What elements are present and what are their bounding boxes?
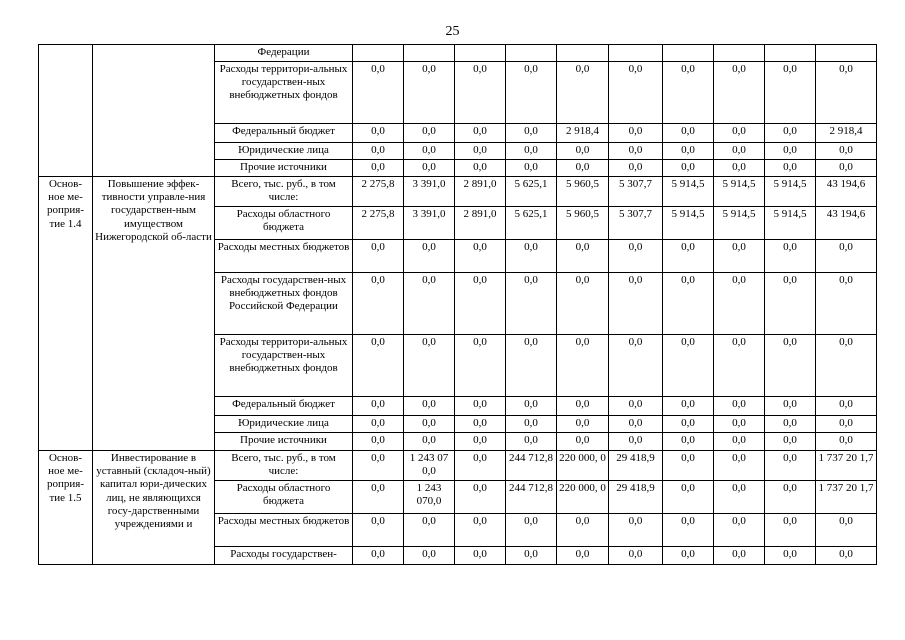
value-cell: 0,0 bbox=[557, 433, 609, 451]
value-cell: 0,0 bbox=[557, 547, 609, 565]
value-cell: 0,0 bbox=[765, 481, 816, 514]
value-cell: 0,0 bbox=[816, 547, 877, 565]
value-cell: 0,0 bbox=[557, 514, 609, 547]
value-cell: 0,0 bbox=[557, 143, 609, 160]
value-cell: 0,0 bbox=[557, 397, 609, 416]
value-cell: 2 918,4 bbox=[816, 124, 877, 143]
funding-source-cell: Расходы местных бюджетов bbox=[215, 240, 353, 273]
value-cell: 0,0 bbox=[506, 433, 557, 451]
value-cell: 0,0 bbox=[663, 514, 714, 547]
value-cell: 0,0 bbox=[663, 481, 714, 514]
value-cell: 0,0 bbox=[506, 62, 557, 124]
value-cell: 0,0 bbox=[816, 143, 877, 160]
funding-source-cell: Расходы областного бюджета bbox=[215, 481, 353, 514]
funding-source-cell: Федеральный бюджет bbox=[215, 124, 353, 143]
value-cell: 0,0 bbox=[455, 433, 506, 451]
value-cell: 244 712,8 bbox=[506, 451, 557, 481]
value-cell bbox=[404, 45, 455, 62]
page-number: 25 bbox=[445, 24, 460, 39]
funding-source-cell: Расходы местных бюджетов bbox=[215, 514, 353, 547]
value-cell bbox=[353, 45, 404, 62]
value-cell bbox=[714, 45, 765, 62]
event-name-cell: Инвестирование в уставный (складоч-ный) капитал юри-дических лиц, не являющихся госу-дарственными учреждениями и bbox=[93, 451, 215, 565]
event-name-cell: Повышение эффек-тивности управле-ния государствен-ным имуществом Нижегородской об-ласти bbox=[93, 177, 215, 451]
funding-source-cell: Юридические лица bbox=[215, 143, 353, 160]
value-cell bbox=[609, 45, 663, 62]
value-cell: 0,0 bbox=[663, 160, 714, 177]
value-cell: 0,0 bbox=[816, 335, 877, 397]
value-cell: 0,0 bbox=[765, 273, 816, 335]
value-cell: 0,0 bbox=[506, 273, 557, 335]
value-cell: 1 243 070,0 bbox=[404, 481, 455, 514]
value-cell: 0,0 bbox=[455, 62, 506, 124]
value-cell: 0,0 bbox=[404, 143, 455, 160]
funding-source-cell: Расходы государствен-ных внебюджетных фондов Российской Федерации bbox=[215, 273, 353, 335]
value-cell: 3 391,0 bbox=[404, 177, 455, 207]
value-cell: 0,0 bbox=[404, 433, 455, 451]
value-cell: 0,0 bbox=[455, 416, 506, 433]
value-cell: 0,0 bbox=[404, 397, 455, 416]
value-cell: 0,0 bbox=[816, 240, 877, 273]
value-cell: 0,0 bbox=[557, 273, 609, 335]
value-cell: 0,0 bbox=[714, 124, 765, 143]
value-cell: 0,0 bbox=[557, 62, 609, 124]
value-cell: 0,0 bbox=[714, 481, 765, 514]
value-cell: 220 000, 0 bbox=[557, 481, 609, 514]
value-cell: 0,0 bbox=[765, 514, 816, 547]
value-cell: 0,0 bbox=[404, 416, 455, 433]
value-cell: 0,0 bbox=[353, 273, 404, 335]
value-cell bbox=[506, 45, 557, 62]
value-cell: 0,0 bbox=[353, 451, 404, 481]
value-cell: 2 891,0 bbox=[455, 177, 506, 207]
value-cell: 0,0 bbox=[765, 397, 816, 416]
value-cell: 0,0 bbox=[404, 62, 455, 124]
value-cell: 5 307,7 bbox=[609, 207, 663, 240]
value-cell bbox=[455, 45, 506, 62]
value-cell: 0,0 bbox=[609, 433, 663, 451]
funding-source-cell: Прочие источники bbox=[215, 160, 353, 177]
value-cell: 5 625,1 bbox=[506, 207, 557, 240]
value-cell: 1 737 20 1,7 bbox=[816, 451, 877, 481]
value-cell: 0,0 bbox=[353, 160, 404, 177]
value-cell: 0,0 bbox=[816, 433, 877, 451]
value-cell: 0,0 bbox=[816, 160, 877, 177]
event-cell bbox=[39, 45, 93, 177]
value-cell: 0,0 bbox=[714, 547, 765, 565]
value-cell bbox=[816, 45, 877, 62]
value-cell: 3 391,0 bbox=[404, 207, 455, 240]
value-cell: 0,0 bbox=[506, 124, 557, 143]
funding-source-cell: Расходы территори-альных государствен-ных внебюджетных фондов bbox=[215, 335, 353, 397]
value-cell: 0,0 bbox=[353, 62, 404, 124]
value-cell: 0,0 bbox=[714, 514, 765, 547]
value-cell: 0,0 bbox=[506, 143, 557, 160]
value-cell: 0,0 bbox=[353, 124, 404, 143]
value-cell: 0,0 bbox=[455, 451, 506, 481]
value-cell: 0,0 bbox=[765, 240, 816, 273]
value-cell: 0,0 bbox=[506, 335, 557, 397]
value-cell: 0,0 bbox=[663, 547, 714, 565]
value-cell: 0,0 bbox=[663, 62, 714, 124]
value-cell bbox=[663, 45, 714, 62]
value-cell: 0,0 bbox=[557, 160, 609, 177]
value-cell: 0,0 bbox=[404, 160, 455, 177]
table-row bbox=[39, 45, 877, 62]
event-cell: Основ-ное ме-роприя-тие 1.5 bbox=[39, 451, 93, 565]
value-cell: 0,0 bbox=[714, 273, 765, 335]
value-cell: 0,0 bbox=[714, 240, 765, 273]
value-cell: 220 000, 0 bbox=[557, 451, 609, 481]
value-cell: 0,0 bbox=[353, 143, 404, 160]
value-cell: 0,0 bbox=[609, 397, 663, 416]
value-cell bbox=[765, 45, 816, 62]
value-cell: 0,0 bbox=[663, 416, 714, 433]
value-cell: 0,0 bbox=[765, 451, 816, 481]
value-cell: 0,0 bbox=[609, 240, 663, 273]
funding-source-cell: Всего, тыс. руб., в том числе: bbox=[215, 177, 353, 207]
event-cell: Основ-ное ме-роприя-тие 1.4 bbox=[39, 177, 93, 451]
value-cell: 0,0 bbox=[353, 514, 404, 547]
funding-source-cell: Расходы государствен- bbox=[215, 547, 353, 565]
value-cell: 0,0 bbox=[663, 397, 714, 416]
value-cell: 0,0 bbox=[404, 273, 455, 335]
value-cell: 0,0 bbox=[765, 160, 816, 177]
value-cell: 0,0 bbox=[609, 62, 663, 124]
value-cell: 0,0 bbox=[816, 62, 877, 124]
value-cell: 0,0 bbox=[663, 273, 714, 335]
value-cell: 2 891,0 bbox=[455, 207, 506, 240]
value-cell: 1 243 07 0,0 bbox=[404, 451, 455, 481]
value-cell: 0,0 bbox=[506, 416, 557, 433]
value-cell: 2 275,8 bbox=[353, 207, 404, 240]
value-cell: 5 914,5 bbox=[765, 177, 816, 207]
value-cell: 0,0 bbox=[609, 160, 663, 177]
value-cell: 1 737 20 1,7 bbox=[816, 481, 877, 514]
value-cell: 0,0 bbox=[353, 240, 404, 273]
value-cell: 5 960,5 bbox=[557, 177, 609, 207]
value-cell: 0,0 bbox=[404, 514, 455, 547]
value-cell: 0,0 bbox=[506, 397, 557, 416]
value-cell: 29 418,9 bbox=[609, 451, 663, 481]
value-cell: 0,0 bbox=[506, 240, 557, 273]
value-cell: 0,0 bbox=[455, 481, 506, 514]
value-cell: 0,0 bbox=[609, 335, 663, 397]
value-cell: 0,0 bbox=[816, 273, 877, 335]
value-cell: 0,0 bbox=[663, 451, 714, 481]
value-cell: 0,0 bbox=[557, 240, 609, 273]
value-cell: 0,0 bbox=[765, 62, 816, 124]
value-cell: 0,0 bbox=[714, 62, 765, 124]
value-cell: 0,0 bbox=[455, 240, 506, 273]
value-cell: 0,0 bbox=[663, 433, 714, 451]
value-cell: 2 918,4 bbox=[557, 124, 609, 143]
value-cell: 5 960,5 bbox=[557, 207, 609, 240]
value-cell: 5 625,1 bbox=[506, 177, 557, 207]
value-cell: 5 914,5 bbox=[663, 177, 714, 207]
value-cell: 2 275,8 bbox=[353, 177, 404, 207]
value-cell: 0,0 bbox=[663, 240, 714, 273]
value-cell: 0,0 bbox=[353, 481, 404, 514]
value-cell: 0,0 bbox=[353, 547, 404, 565]
value-cell: 0,0 bbox=[609, 143, 663, 160]
value-cell: 43 194,6 bbox=[816, 177, 877, 207]
value-cell: 0,0 bbox=[663, 143, 714, 160]
funding-source-cell: Федерации bbox=[215, 45, 353, 62]
value-cell: 0,0 bbox=[404, 547, 455, 565]
value-cell: 0,0 bbox=[714, 433, 765, 451]
value-cell: 0,0 bbox=[714, 335, 765, 397]
value-cell: 0,0 bbox=[765, 416, 816, 433]
value-cell: 5 914,5 bbox=[714, 207, 765, 240]
value-cell: 0,0 bbox=[404, 124, 455, 143]
value-cell: 0,0 bbox=[663, 335, 714, 397]
funding-source-cell: Всего, тыс. руб., в том числе: bbox=[215, 451, 353, 481]
value-cell: 0,0 bbox=[353, 433, 404, 451]
value-cell: 5 914,5 bbox=[714, 177, 765, 207]
value-cell: 0,0 bbox=[714, 416, 765, 433]
value-cell: 43 194,6 bbox=[816, 207, 877, 240]
value-cell: 0,0 bbox=[765, 143, 816, 160]
value-cell: 0,0 bbox=[714, 160, 765, 177]
value-cell: 0,0 bbox=[455, 124, 506, 143]
value-cell: 0,0 bbox=[714, 451, 765, 481]
table-row bbox=[39, 451, 877, 481]
value-cell: 0,0 bbox=[663, 124, 714, 143]
value-cell: 0,0 bbox=[765, 433, 816, 451]
value-cell: 0,0 bbox=[609, 124, 663, 143]
value-cell: 0,0 bbox=[404, 240, 455, 273]
value-cell: 0,0 bbox=[816, 514, 877, 547]
value-cell: 0,0 bbox=[765, 547, 816, 565]
value-cell: 29 418,9 bbox=[609, 481, 663, 514]
value-cell: 0,0 bbox=[557, 416, 609, 433]
value-cell: 0,0 bbox=[506, 514, 557, 547]
value-cell: 5 307,7 bbox=[609, 177, 663, 207]
value-cell: 0,0 bbox=[455, 514, 506, 547]
value-cell: 0,0 bbox=[765, 124, 816, 143]
value-cell: 0,0 bbox=[353, 335, 404, 397]
value-cell: 0,0 bbox=[455, 160, 506, 177]
table-row bbox=[39, 177, 877, 207]
funding-source-cell: Юридические лица bbox=[215, 416, 353, 433]
funding-source-cell: Расходы областного бюджета bbox=[215, 207, 353, 240]
funding-source-cell: Расходы территори-альных государствен-ных внебюджетных фондов bbox=[215, 62, 353, 124]
value-cell: 5 914,5 bbox=[663, 207, 714, 240]
value-cell: 0,0 bbox=[455, 143, 506, 160]
table-body bbox=[39, 45, 877, 565]
value-cell: 0,0 bbox=[816, 397, 877, 416]
budget-table bbox=[38, 44, 877, 565]
value-cell: 0,0 bbox=[455, 397, 506, 416]
value-cell bbox=[557, 45, 609, 62]
value-cell: 0,0 bbox=[816, 416, 877, 433]
value-cell: 0,0 bbox=[714, 143, 765, 160]
funding-source-cell: Федеральный бюджет bbox=[215, 397, 353, 416]
value-cell: 0,0 bbox=[506, 547, 557, 565]
value-cell: 0,0 bbox=[404, 335, 455, 397]
funding-source-cell: Прочие источники bbox=[215, 433, 353, 451]
value-cell: 0,0 bbox=[506, 160, 557, 177]
value-cell: 0,0 bbox=[353, 416, 404, 433]
value-cell: 0,0 bbox=[609, 514, 663, 547]
value-cell: 5 914,5 bbox=[765, 207, 816, 240]
value-cell: 0,0 bbox=[455, 547, 506, 565]
value-cell: 0,0 bbox=[455, 273, 506, 335]
value-cell: 0,0 bbox=[765, 335, 816, 397]
value-cell: 0,0 bbox=[455, 335, 506, 397]
value-cell: 244 712,8 bbox=[506, 481, 557, 514]
value-cell: 0,0 bbox=[609, 416, 663, 433]
value-cell: 0,0 bbox=[609, 547, 663, 565]
value-cell: 0,0 bbox=[557, 335, 609, 397]
value-cell: 0,0 bbox=[353, 397, 404, 416]
event-name-cell bbox=[93, 45, 215, 177]
value-cell: 0,0 bbox=[609, 273, 663, 335]
value-cell: 0,0 bbox=[714, 397, 765, 416]
